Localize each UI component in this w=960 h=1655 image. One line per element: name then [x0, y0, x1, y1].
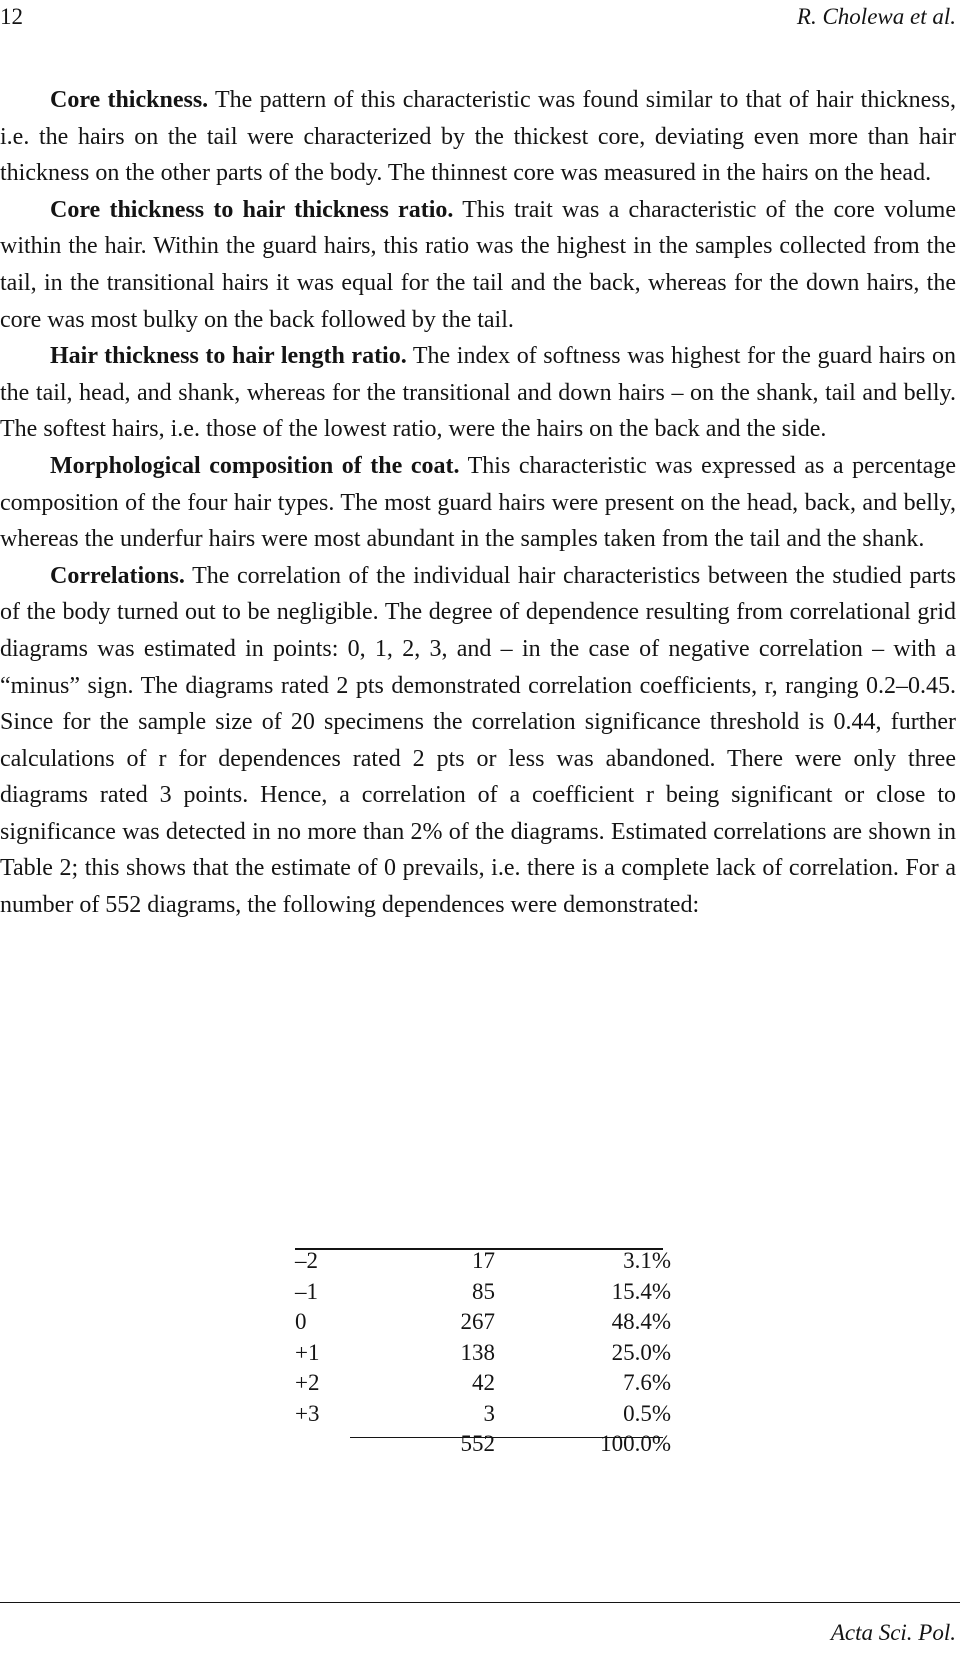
table-row	[295, 1246, 671, 1277]
paragraph-text: The index of softness was highest for the guard hairs on the tail, head, and shank, whereas for the transitional and down hairs – on the shank, tail and belly. The softest hairs, i.e. those of the lowest ratio, were the hairs on the back and the side.	[0, 343, 956, 443]
table-row	[295, 1338, 671, 1369]
footer-rule	[0, 1602, 960, 1603]
estimate-cell: 0	[295, 1309, 307, 1334]
count-cell: 3	[483, 1400, 495, 1426]
run-in-heading: Hair thickness to hair length ratio.	[50, 343, 407, 370]
table-row	[295, 1277, 671, 1308]
count-cell: 42	[472, 1370, 495, 1395]
total-percent-cell: 100.0%	[600, 1431, 671, 1456]
run-in-heading: Core thickness to hair thickness ratio.	[50, 196, 454, 223]
count-cell: 138	[460, 1339, 495, 1365]
table-row	[295, 1307, 671, 1338]
footer-journal: Acta Sci. Pol.	[830, 1620, 956, 1645]
total-count-cell: 552	[460, 1431, 495, 1456]
paragraph-core-thickness	[0, 82, 956, 192]
run-in-heading: Morphological composition of the coat.	[50, 452, 460, 479]
percent-cell: 7.6%	[623, 1370, 671, 1395]
table-row	[295, 1399, 671, 1430]
estimate-cell: +2	[295, 1370, 320, 1395]
count-cell: 85	[472, 1278, 495, 1304]
table-total-row	[295, 1429, 671, 1460]
body-text	[0, 82, 956, 924]
dependence-table	[295, 1246, 671, 1460]
page-number: 12	[0, 4, 23, 29]
paragraph-text: The pattern of this characteristic was found similar to that of hair thickness, i.e. the hairs on the tail were characterized by the thickest core, deviating even more than hair thickness on the other parts of the body. The thinnest core was measured in the hairs on the head.	[0, 87, 957, 187]
percent-cell: 0.5%	[623, 1400, 671, 1426]
estimate-cell: +3	[295, 1400, 320, 1426]
table-row	[295, 1368, 671, 1399]
run-in-heading: Correlations.	[50, 562, 185, 589]
paragraph-correlations	[0, 558, 956, 924]
percent-cell: 3.1%	[623, 1248, 671, 1273]
count-cell: 267	[460, 1309, 495, 1334]
paragraph-text: This trait was a characteristic of the core volume within the hair. Within the guard hairs, this ratio was the highest in the samples collected from the tail, in the transitional hairs it was equal for the tail and the back, whereas for the down hairs, the core was most bulky on the back followed by the tail.	[0, 196, 956, 333]
estimate-cell: –1	[295, 1278, 318, 1304]
estimate-cell	[295, 1429, 347, 1460]
percent-cell: 15.4%	[611, 1278, 671, 1304]
paragraph-core-ratio	[0, 192, 956, 338]
paragraph-text: This characteristic was expressed as a percentage composition of the four hair types. The most guard hairs were present on the head, back, and belly, whereas the underfur hairs were most abundant in the samples taken from the tail and the shank.	[0, 452, 956, 553]
paragraph-text: The correlation of the individual hair characteristics between the studied parts of the body turned out to be negligible. The degree of dependence resulting from correlational grid diagrams was estimated in points: 0, 1, 2, 3, and – in the case of negative correlation – with a “minus” sign. The diagrams rated 2 pts demonstrated correlation coefficients, r, ranging 0.2–0.45. Since for the sample size of 20 specimens the correlation significance threshold is 0.44, further calculations of r for dependences rated 2 pts or less was abandoned. There were only three diagrams rated 3 points. Hence, a correlation of a coefficient r being significant or close to significance was detected in no more than 2% of the diagrams. Estimated correlations are shown in Table 2; this shows that the estimate of 0 prevails, i.e. there is a complete lack of correlation. For a number of 552 diagrams, the following dependences were demonstrated:	[0, 562, 956, 919]
estimate-cell: –2	[295, 1248, 318, 1273]
paragraph-coat-composition	[0, 448, 956, 558]
run-in-heading: Core thickness.	[50, 87, 209, 113]
running-head: R. Cholewa et al.	[796, 4, 956, 29]
count-cell: 17	[472, 1248, 495, 1273]
paragraph-length-ratio	[0, 338, 956, 448]
table-total-rule	[350, 1437, 663, 1438]
estimate-cell: +1	[295, 1339, 320, 1365]
percent-cell: 25.0%	[611, 1339, 671, 1365]
percent-cell: 48.4%	[611, 1309, 671, 1334]
